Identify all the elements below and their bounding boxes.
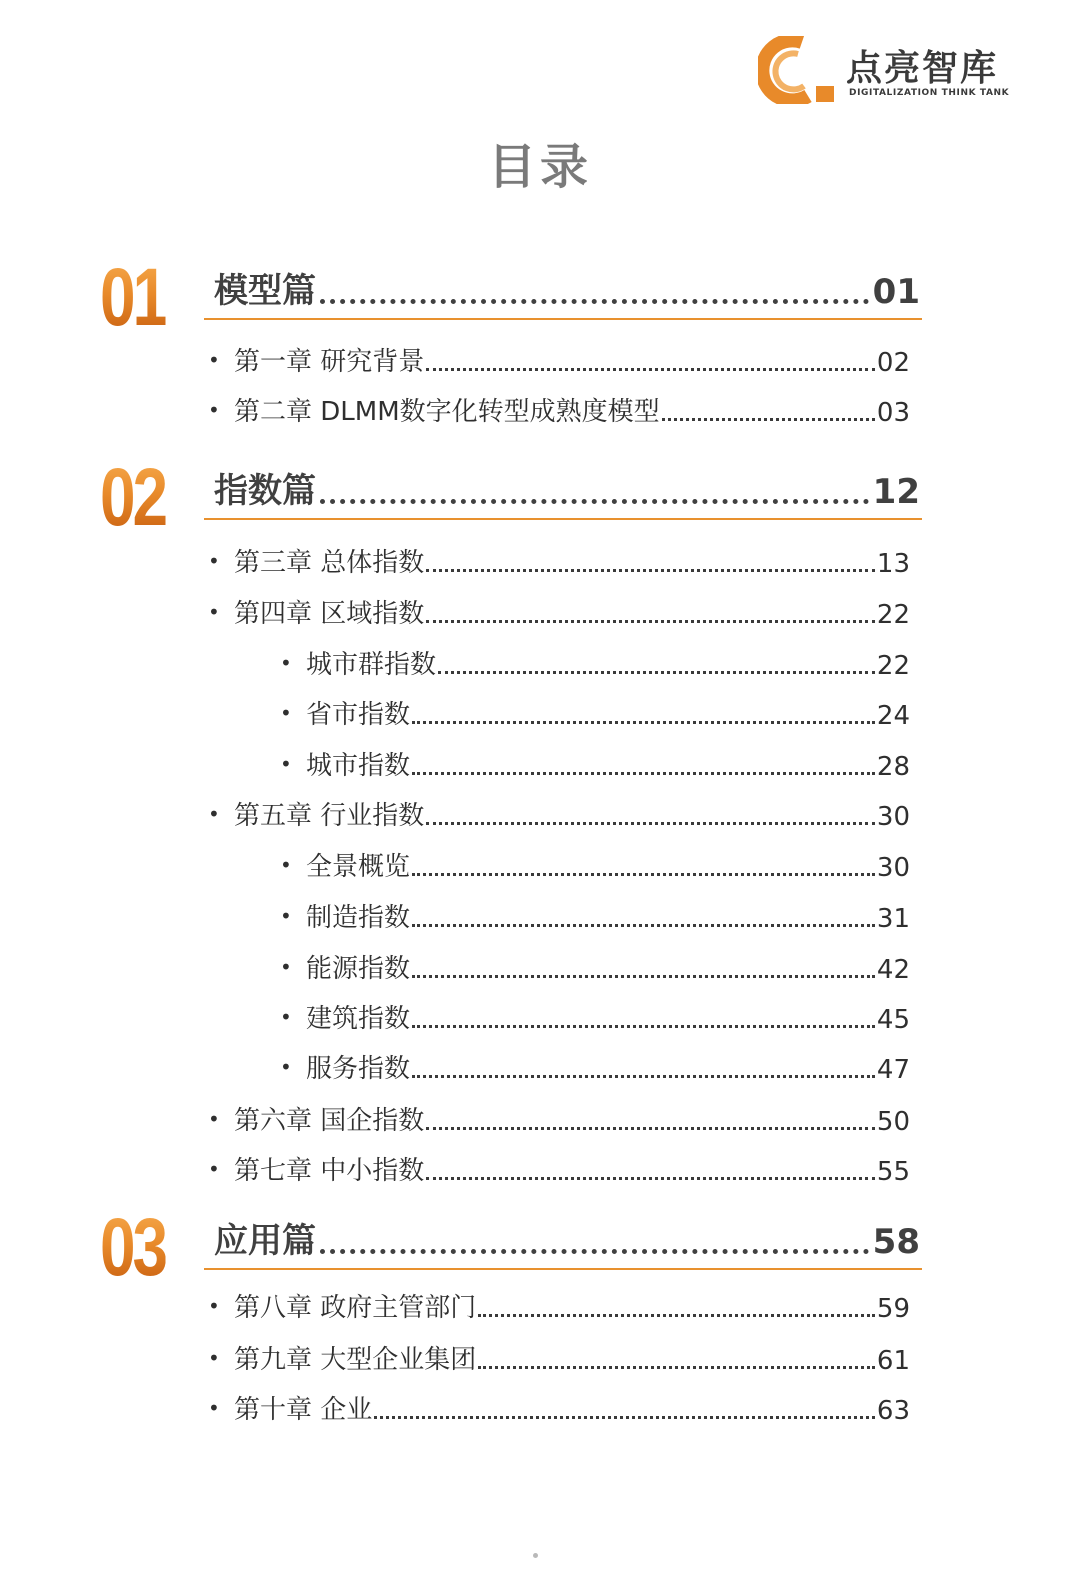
section-page: 01 — [872, 272, 920, 312]
dot-leader — [412, 721, 875, 724]
bullet-icon: • — [208, 1396, 220, 1420]
dot-leader — [320, 1249, 869, 1254]
bullet-icon: • — [280, 651, 292, 675]
toc-subentry[interactable] — [280, 695, 910, 731]
entry-label: 能源指数 — [306, 954, 411, 984]
toc-entry[interactable] — [208, 796, 910, 832]
entry-label: 全景概览 — [306, 852, 411, 882]
dot-leader — [412, 975, 875, 978]
entry-label: 第六章 国企指数 — [234, 1106, 425, 1136]
section-label: 应用篇 — [214, 1221, 316, 1261]
entry-label: 城市群指数 — [306, 650, 437, 680]
entry-label: 第二章 DLMM数字化转型成熟度模型 — [234, 397, 660, 427]
page-title: 目录 — [487, 139, 592, 195]
section-page: 58 — [872, 1222, 920, 1262]
dot-leader — [426, 1127, 875, 1130]
toc-entry[interactable] — [208, 594, 910, 630]
section-number: 01 — [100, 252, 165, 343]
entry-page: 02 — [876, 348, 910, 378]
dot-leader — [426, 620, 875, 623]
entry-label: 第三章 总体指数 — [234, 548, 425, 578]
entry-label: 第五章 行业指数 — [234, 801, 425, 831]
entry-label: 省市指数 — [306, 700, 411, 730]
dot-leader — [412, 1025, 875, 1028]
bullet-icon: • — [280, 904, 292, 928]
page-marker — [533, 1553, 538, 1558]
entry-page: 59 — [876, 1294, 910, 1324]
toc-subentry[interactable] — [280, 645, 910, 681]
entry-page: 03 — [876, 398, 910, 428]
section-label: 指数篇 — [214, 471, 316, 511]
dot-leader — [438, 671, 875, 674]
section-page: 12 — [872, 472, 920, 512]
entry-page: 22 — [876, 600, 910, 630]
entry-page: 63 — [876, 1396, 910, 1426]
bullet-icon: • — [208, 348, 220, 372]
bullet-icon: • — [280, 853, 292, 877]
section-label: 模型篇 — [214, 271, 316, 311]
bullet-icon: • — [280, 701, 292, 725]
bullet-icon: • — [208, 600, 220, 624]
section-number: 03 — [100, 1202, 165, 1293]
dot-leader — [426, 822, 875, 825]
entry-label: 制造指数 — [306, 903, 411, 933]
section-divider — [204, 518, 922, 520]
bullet-icon: • — [208, 1107, 220, 1131]
section-heading[interactable] — [214, 1216, 920, 1262]
entry-label: 第九章 大型企业集团 — [234, 1345, 477, 1375]
bullet-icon: • — [280, 752, 292, 776]
bullet-icon: • — [208, 1157, 220, 1181]
entry-page: 47 — [876, 1055, 910, 1085]
toc-entry[interactable] — [208, 342, 910, 378]
bullet-icon: • — [280, 1005, 292, 1029]
toc-entry[interactable] — [208, 1288, 910, 1324]
entry-label: 第一章 研究背景 — [234, 347, 425, 377]
entry-label: 城市指数 — [306, 751, 411, 781]
toc-entry[interactable] — [208, 392, 910, 428]
toc-entry[interactable] — [208, 1101, 910, 1137]
toc-subentry[interactable] — [280, 999, 910, 1035]
bullet-icon: • — [208, 802, 220, 826]
dot-leader — [320, 299, 869, 304]
toc-entry[interactable] — [208, 1390, 910, 1426]
dot-leader — [320, 499, 869, 504]
entry-page: 30 — [876, 802, 910, 832]
bullet-icon: • — [208, 1294, 220, 1318]
bullet-icon: • — [208, 1346, 220, 1370]
entry-page: 61 — [876, 1346, 910, 1376]
toc-subentry[interactable] — [280, 746, 910, 782]
entry-label: 第十章 企业 — [234, 1395, 373, 1425]
section-number: 02 — [100, 452, 165, 543]
entry-label: 第四章 区域指数 — [234, 599, 425, 629]
entry-label: 第八章 政府主管部门 — [234, 1293, 477, 1323]
dot-leader — [478, 1314, 875, 1317]
toc-subentry[interactable] — [280, 847, 910, 883]
dot-leader — [412, 772, 875, 775]
bullet-icon: • — [280, 1055, 292, 1079]
entry-page: 45 — [876, 1005, 910, 1035]
entry-page: 50 — [876, 1107, 910, 1137]
dot-leader — [374, 1416, 875, 1419]
section-divider — [204, 1268, 922, 1270]
toc-entry[interactable] — [208, 1151, 910, 1187]
dot-leader — [412, 924, 875, 927]
entry-label: 第七章 中小指数 — [234, 1156, 425, 1186]
logo-subtitle: DIGITALIZATION THINK TANK — [849, 88, 1010, 98]
entry-page: 42 — [876, 955, 910, 985]
toc-entry[interactable] — [208, 1340, 910, 1376]
section-heading[interactable] — [214, 266, 920, 312]
dot-leader — [426, 569, 875, 572]
dot-leader — [662, 418, 875, 421]
logo-name: 点亮智库 — [846, 48, 999, 89]
section-heading[interactable] — [214, 466, 920, 512]
section-divider — [204, 318, 922, 320]
bullet-icon: • — [208, 549, 220, 573]
entry-page: 24 — [876, 701, 910, 731]
entry-page: 28 — [876, 752, 910, 782]
dot-leader — [412, 873, 875, 876]
logo — [758, 36, 1028, 106]
toc-entry[interactable] — [208, 543, 910, 579]
entry-label: 建筑指数 — [306, 1004, 411, 1034]
entry-page: 22 — [876, 651, 910, 681]
toc-subentry[interactable] — [280, 898, 910, 934]
entry-page: 30 — [876, 853, 910, 883]
entry-page: 13 — [876, 549, 910, 579]
bullet-icon: • — [208, 398, 220, 422]
dot-leader — [426, 1177, 875, 1180]
bullet-icon: • — [280, 955, 292, 979]
toc-subentry[interactable] — [280, 949, 910, 985]
dot-leader — [426, 368, 875, 371]
logo-mark-icon — [758, 36, 840, 104]
entry-page: 55 — [876, 1157, 910, 1187]
entry-page: 31 — [876, 904, 910, 934]
entry-label: 服务指数 — [306, 1054, 411, 1084]
dot-leader — [412, 1075, 875, 1078]
toc-subentry[interactable] — [280, 1049, 910, 1085]
dot-leader — [478, 1366, 875, 1369]
